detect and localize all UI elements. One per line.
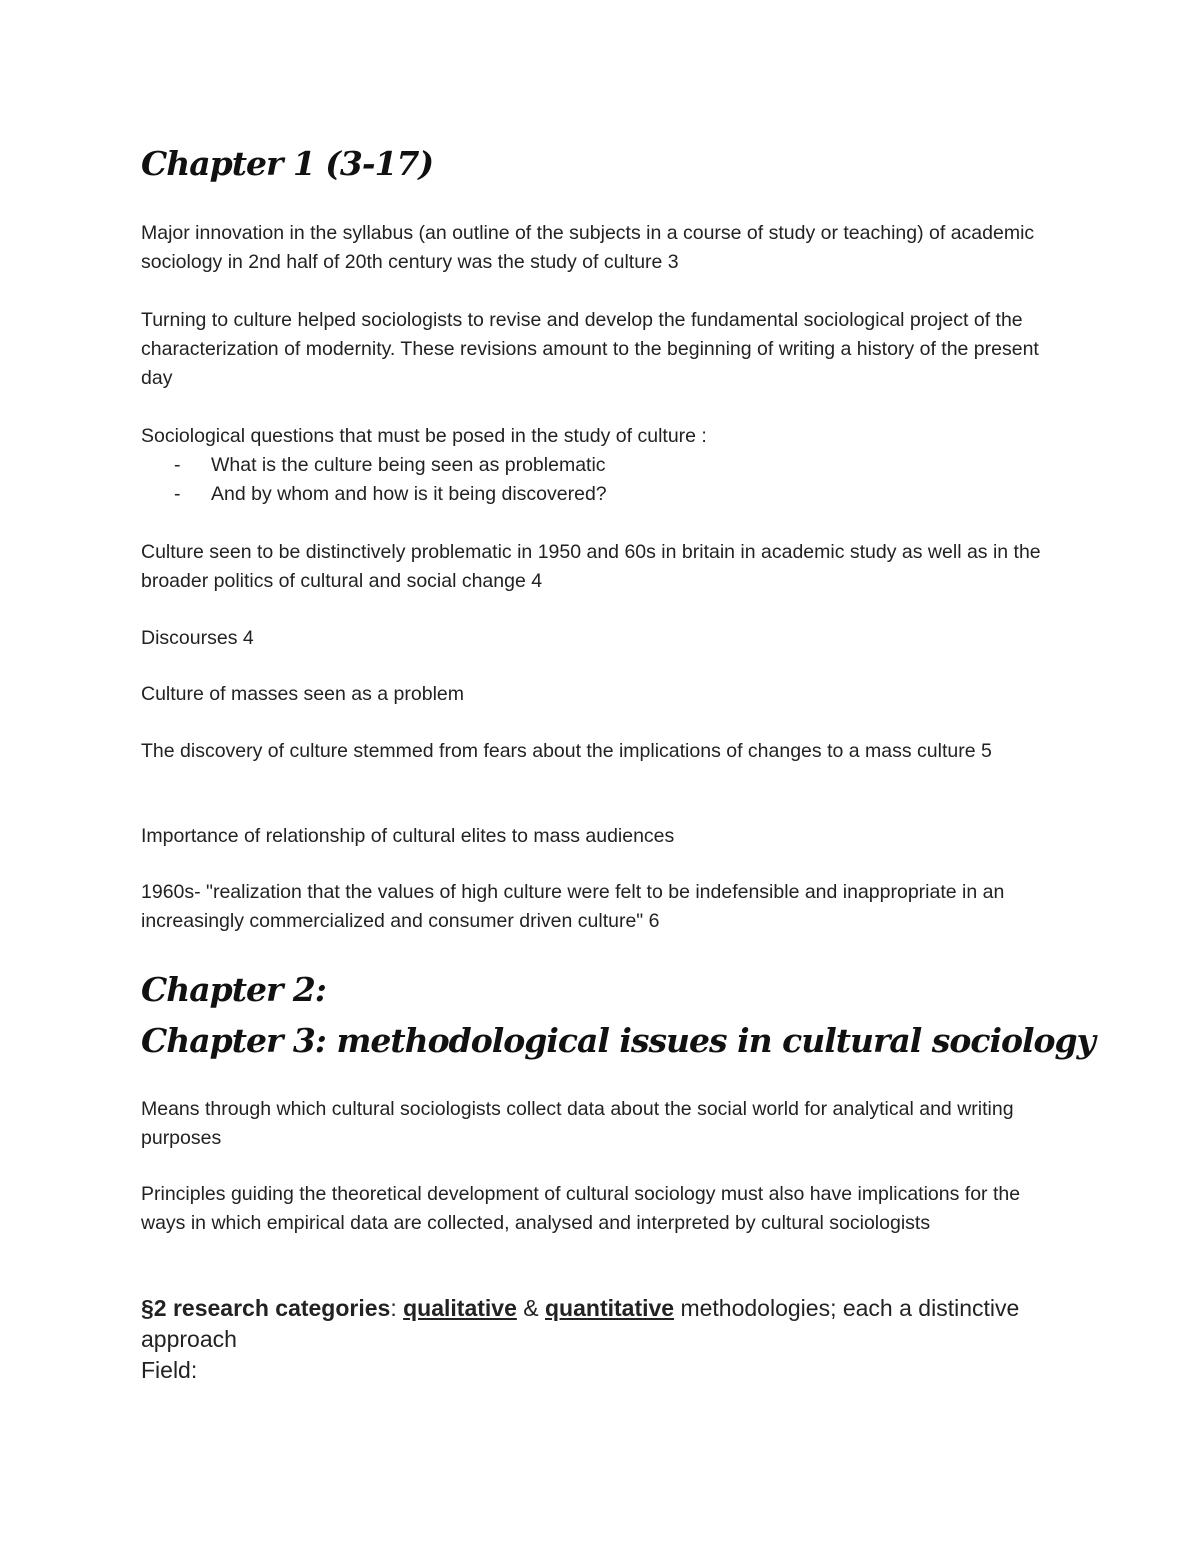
list-item: [141, 451, 1061, 480]
chapter1-paragraph-turning-to-culture: Turning to culture helped sociologists to revise and develop the fundamental sociological project of the characterization of modernity. These revisions amount to the beginning of writing a history of the present day: [141, 309, 1039, 389]
quantitative-term: quantitative: [545, 1295, 675, 1321]
chapter1-paragraph-discourses: Discourses 4: [141, 627, 254, 649]
list-item-text: And by whom and how is it being discovered?: [211, 483, 607, 505]
chapter1-paragraph-syllabus: Major innovation in the syllabus (an outline of the subjects in a course of study or teaching) of academic sociology in 2nd half of 20th century was the study of culture 3: [141, 222, 1035, 273]
chapter3-title: Chapter 3: methodological issues in cultural sociology: [141, 1021, 1095, 1060]
list-item: [141, 480, 1061, 509]
chapter1-paragraph-1960s: 1960s- "realization that the values of high culture were felt to be indefensible and inappropriate in an increasingly commercialized and consumer driven culture" 6: [141, 881, 1005, 932]
research-rest: methodologies; each a distinctive approach: [141, 1295, 1020, 1352]
research-categories-line: [141, 1293, 1061, 1355]
research-categories-label: §2 research categories: [141, 1295, 391, 1321]
chapter1-paragraph-masses: Culture of masses seen as a problem: [141, 683, 464, 705]
chapter3-paragraph-principles: Principles guiding the theoretical development of cultural sociology must also have implications for the ways in which empirical data are collected, analysed and interpreted by cultural sociologists: [141, 1183, 1021, 1234]
field-label: Field:: [141, 1357, 198, 1383]
chapter3-paragraph-means: Means through which cultural sociologists collect data about the social world for analytical and writing purposes: [141, 1098, 1014, 1149]
list-item-text: What is the culture being seen as problematic: [211, 454, 606, 476]
qualitative-term: qualitative: [403, 1295, 517, 1321]
questions-list: [141, 451, 1061, 509]
chapter1-paragraph-problematic: Culture seen to be distinctively problematic in 1950 and 60s in britain in academic study as well as in the broader politics of cultural and social change 4: [141, 541, 1041, 592]
chapter1-title: Chapter 1 (3-17): [141, 144, 434, 183]
chapter1-paragraph-elites: Importance of relationship of cultural elites to mass audiences: [141, 825, 675, 847]
list-dash: -: [174, 483, 181, 505]
chapter1-paragraph-sociological-questions: Sociological questions that must be posed in the study of culture :: [141, 425, 707, 447]
chapter1-paragraph-discovery: The discovery of culture stemmed from fears about the implications of changes to a mass culture 5: [141, 740, 992, 762]
list-dash: -: [174, 454, 181, 476]
ampersand: &: [516, 1295, 545, 1321]
research-colon: :: [390, 1295, 404, 1321]
chapter2-title: Chapter 2:: [141, 970, 326, 1009]
